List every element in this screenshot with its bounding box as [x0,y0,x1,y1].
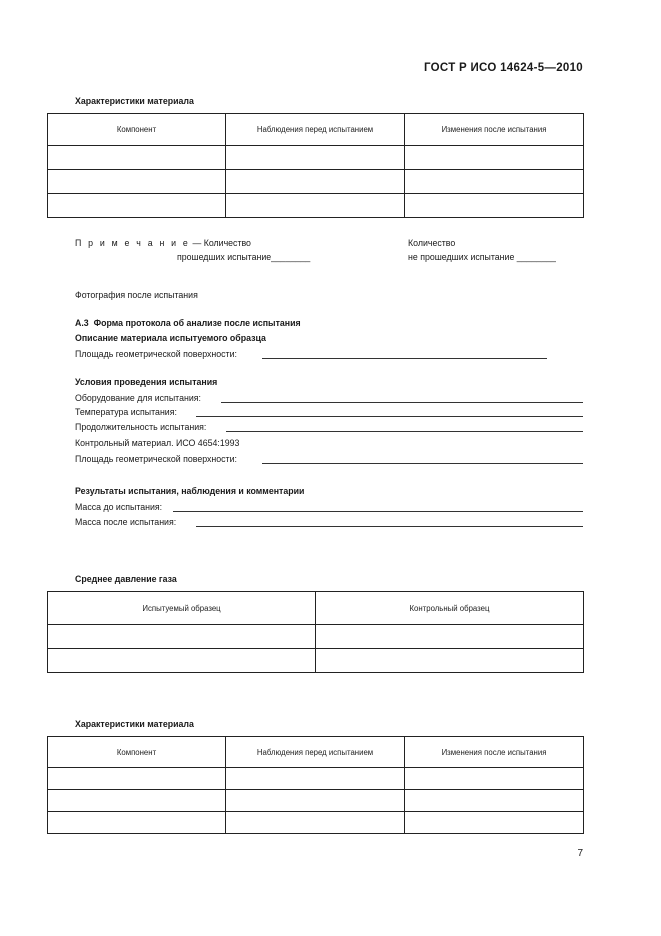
note-failed-prefix: Количество [408,238,456,248]
table-header-row [48,592,584,625]
table-row [48,194,584,218]
table-cell[interactable] [226,768,405,790]
photo-label: Фотография после испытания [75,290,198,300]
gas-pressure-table [47,591,584,673]
column-header-changes: Изменения после испытания [405,737,584,768]
standard-header: ГОСТ Р ИСО 14624-5—2010 [423,62,583,74]
mass-before-label: Масса до испытания: [75,502,163,512]
table-cell[interactable] [48,812,226,834]
temperature-field[interactable] [196,416,583,417]
table-cell[interactable] [226,170,405,194]
equipment-field[interactable] [221,402,583,403]
note-passed-prefix: — Количество [190,238,251,248]
conditions-title: Условия проведения испытания [75,377,218,387]
page-number: 7 [577,848,583,859]
description-area-field[interactable] [262,358,547,359]
duration-label: Продолжительность испытания: [75,422,207,432]
note-label: П р и м е ч а н и е [75,238,191,248]
table-row [48,625,584,649]
note-line [75,238,251,248]
duration-field[interactable] [226,431,583,432]
section-title: Форма протокола об анализе после испытания [93,318,301,328]
table-cell[interactable] [316,625,584,649]
table-row [48,790,584,812]
table-cell[interactable] [48,625,316,649]
gas-pressure-title: Среднее давление газа [75,574,177,584]
table-cell[interactable] [226,790,405,812]
section-number: А.3 [75,318,89,328]
table-cell[interactable] [405,790,584,812]
table-cell[interactable] [48,790,226,812]
column-header-component: Компонент [48,737,226,768]
control-material: Контрольный материал. ИСО 4654:1993 [75,438,240,448]
table-cell[interactable] [405,170,584,194]
table-cell[interactable] [48,768,226,790]
table-cell[interactable] [405,812,584,834]
temperature-label: Температура испытания: [75,407,177,417]
table-header-row [48,114,584,146]
table-cell[interactable] [226,812,405,834]
table-cell[interactable] [226,194,405,218]
material-table-2 [47,736,584,834]
mass-after-field[interactable] [196,526,583,527]
table-cell[interactable] [405,194,584,218]
column-header-control-sample: Контрольный образец [316,592,584,625]
equipment-label: Оборудование для испытания: [75,393,201,403]
column-header-changes: Изменения после испытания [405,114,584,146]
column-header-observations: Наблюдения перед испытанием [226,114,405,146]
note-failed-count: не прошедших испытание ________ [408,252,556,262]
table-cell[interactable] [48,194,226,218]
material-title-1: Характеристики материала [75,96,194,106]
results-title: Результаты испытания, наблюдения и комментарии [75,486,305,496]
table-row [48,146,584,170]
column-header-component: Компонент [48,114,226,146]
table-cell[interactable] [48,170,226,194]
column-header-observations: Наблюдения перед испытанием [226,737,405,768]
table-cell[interactable] [48,649,316,673]
column-header-test-sample: Испытуемый образец [48,592,316,625]
description-area-label: Площадь геометрической поверхности: [75,349,237,359]
conditions-area-label: Площадь геометрической поверхности: [75,454,237,464]
table-cell[interactable] [405,768,584,790]
table-header-row [48,737,584,768]
mass-before-field[interactable] [173,511,583,512]
description-title: Описание материала испытуемого образца [75,333,266,343]
table-row [48,812,584,834]
table-row [48,768,584,790]
conditions-area-field[interactable] [262,463,583,464]
note-passed-count: прошедших испытание________ [177,252,311,262]
section-a3-heading [75,318,301,328]
table-cell[interactable] [405,146,584,170]
table-cell[interactable] [226,146,405,170]
material-title-2: Характеристики материала [75,719,194,729]
table-cell[interactable] [48,146,226,170]
mass-after-label: Масса после испытания: [75,517,177,527]
material-table-1 [47,113,584,218]
table-row [48,649,584,673]
table-cell[interactable] [316,649,584,673]
table-row [48,170,584,194]
